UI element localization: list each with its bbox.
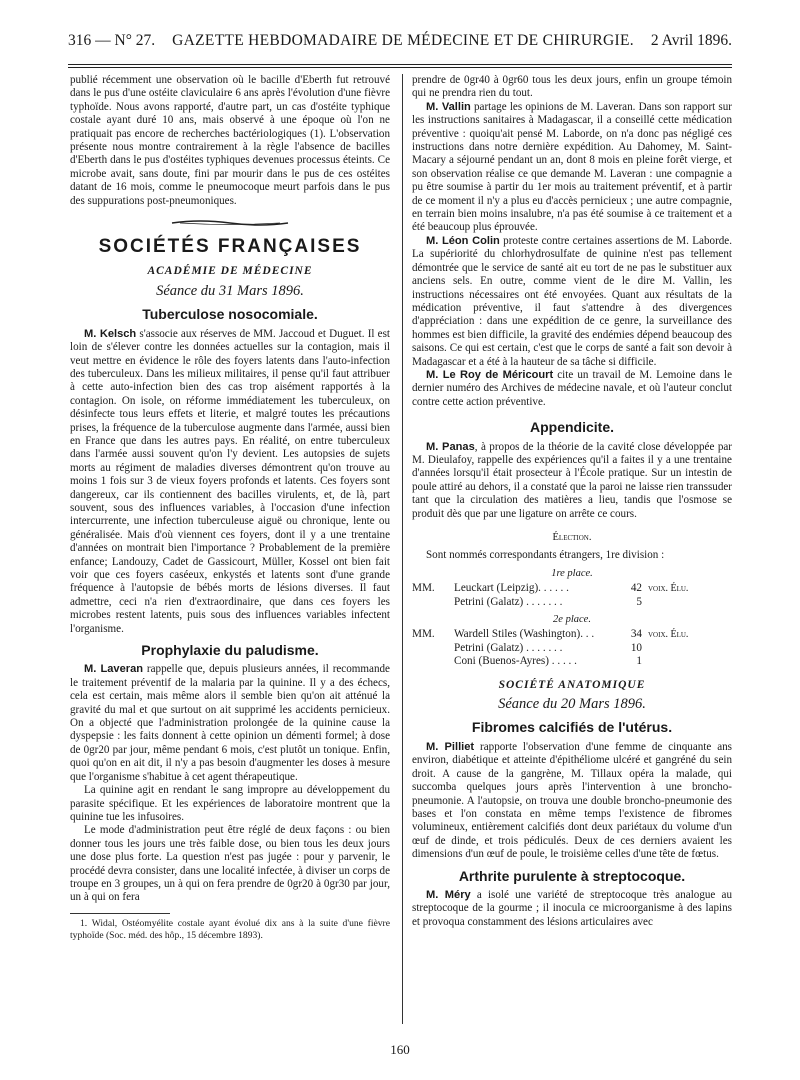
vallin-paragraph — [412, 101, 732, 235]
intro-paragraph: publié récemment une observation où le bacille d'Eberth fut retrouvé dans le pus d'une ostéite claviculaire 6 ans après l'évolution d'une fièvre typhoïde. Nous avons rapporté, d'autre part, un cas d'ostéite typhique costale ayant duré 10 ans, mais observé à une époque où l'on ne pratiquait pas encore de recherches bactériologiques (1). L'observation présente nous montre contrairement à la règle l'absence de bacilles d'Eberth dans le pus d'ostéites typhiques devenues processus éteints. Ce microbe avait, sans doute, fini par mourir dans le pus de ces ostéites datant de 16 mois, comme le pneumocoque meurt parfois dans le pus des suppurations post-pneumoniques. — [70, 74, 390, 207]
laveran-paragraph-2: La quinine agit en rendant le sang impropre au développement du parasite spécifique. Et les expériences de laboratoire montrent que la quinine tue les infusoires. — [70, 784, 390, 823]
laveran-paragraph — [70, 663, 390, 784]
vote-row — [412, 596, 732, 609]
vote-count: 34 — [630, 628, 642, 641]
leroy-text: cite un travail de M. Lemoine dans le dernier numéro des Archives de médecine navale, et où l'auteur conclut contre cette action préventive. — [412, 368, 732, 408]
mery-paragraph — [412, 889, 732, 929]
speaker-leroy: M. Le Roy de Méricourt — [426, 368, 554, 381]
kelsch-paragraph — [70, 328, 390, 636]
header-page-issue: 316 — N° 27. — [68, 32, 156, 49]
vote-candidate: Petrini (Galatz) . . . . . . . — [454, 595, 563, 608]
leroy-paragraph — [412, 369, 732, 409]
running-header — [68, 32, 732, 62]
ornament-divider — [70, 218, 390, 230]
continuation-paragraph: prendre de 0gr40 à 0gr60 tous les deux jours, enfin un groupe témoin qui ne prendra rien du tout. — [412, 74, 732, 100]
election-intro: Sont nommés correspondants étrangers, 1re division : — [426, 549, 665, 562]
vote-status: voix. Élu. — [648, 629, 689, 641]
votes-place-1 — [412, 582, 732, 609]
vote-candidate: Coni (Buenos-Ayres) . . . . . — [454, 655, 577, 668]
panas-text: , à propos de la théorie de la cavité close développée par M. Dieulafoy, rappelle des expériences qu'il a faites il y a une trentaine d'années lorsqu'il était prosecteur à l'École pratique. Sur un intestin de poule attiré au dehors, il a constaté que la paroi ne laisse rien transsuder tant que la circulation des matières a lieu, tandis que l'osmose se produit dès que par une ligature on arrête ce cours. — [412, 440, 732, 520]
vote-prefix: MM. — [412, 628, 435, 641]
vote-row — [412, 655, 732, 668]
vote-candidate: Leuckart (Leipzig). . . . . . — [454, 582, 569, 595]
colin-paragraph — [412, 235, 732, 369]
page — [68, 32, 732, 1062]
journal-title: GAZETTE HEBDOMADAIRE DE MÉDECINE ET DE CHIRURGIE. — [172, 32, 634, 49]
speaker-vallin: M. Vallin — [426, 100, 471, 113]
speaker-kelsch: M. Kelsch — [84, 327, 137, 340]
subhead-arthrite: Arthrite purulente à streptocoque. — [458, 867, 686, 884]
speaker-panas: M. Panas — [426, 440, 475, 453]
vote-count: 42 — [630, 582, 642, 595]
society-heading: SOCIÉTÉ ANATOMIQUE — [498, 678, 646, 691]
mery-text: a isolé une variété de streptocoque très analogue au streptocoque de la gourme ; il inocula ce microorganisme à des lapins et provoqua constamment des lésions articulaires avec — [412, 888, 732, 928]
right-column — [412, 74, 732, 929]
header-rule — [68, 64, 732, 68]
vote-prefix: MM. — [412, 582, 435, 595]
seance-date: Séance du 31 Mars 1896. — [156, 282, 304, 299]
vote-count: 5 — [636, 595, 642, 608]
vote-candidate: Petrini (Galatz) . . . . . . . — [454, 641, 563, 654]
vote-row — [412, 582, 732, 595]
place-1: 1re place. — [551, 567, 593, 579]
header-date: 2 Avril 1896. — [650, 32, 732, 49]
footnote-rule — [70, 913, 170, 914]
pilliet-text: rapporte l'observation d'une femme de cinquante ans environ, diabétique et atteinte d'épithéliome ulcéré et gangréné du sein droit. A cause de la gangrène, M. Tillaux opéra la malade, qui succomba quelques jours après l'intervention à une broncho-pneumonie. A l'autopsie, on trouva une double broncho-pneumonie des bases et l'on constata en même temps l'existence de fibromes volumineux, entièrement calcifiés dont deux pariétaux du volume d'un œuf de dinde, et trois pédiculés. Deux de ces derniers avaient les dimensions d'un œuf de poule, le troisième celles d'une tête de fœtus. — [412, 740, 733, 861]
place-2: 2e place. — [553, 614, 591, 626]
subhead-appendicite: Appendicite. — [529, 419, 614, 436]
columns — [68, 74, 732, 1024]
pilliet-paragraph — [412, 741, 732, 862]
page-number: 160 — [390, 1042, 410, 1057]
subhead-paludisme: Prophylaxie du paludisme. — [141, 642, 319, 659]
academy-heading: ACADÉMIE DE MÉDECINE — [147, 265, 313, 278]
subhead-tuberculose: Tuberculose nosocomiale. — [142, 306, 318, 323]
speaker-mery: M. Méry — [426, 888, 471, 901]
vote-status: voix. Élu. — [648, 583, 689, 595]
vote-count: 1 — [636, 655, 642, 668]
vote-prefix — [412, 642, 454, 655]
footnote: 1. Widal, Ostéomyélite costale ayant évolué dix ans à la suite d'une fièvre typhoïde (Soc. méd. des hôp., 15 décembre 1893). — [70, 917, 390, 941]
vote-prefix — [412, 655, 454, 668]
vote-candidate: Wardell Stiles (Washington). . . — [454, 628, 595, 641]
election-heading: Élection. — [552, 532, 592, 543]
seance-date-2: Séance du 20 Mars 1896. — [498, 696, 646, 713]
vote-prefix — [412, 596, 454, 609]
vote-row — [412, 628, 732, 641]
votes-place-2 — [412, 628, 732, 668]
speaker-laveran: M. Laveran — [84, 663, 144, 676]
kelsch-text: s'associe aux réserves de MM. Jaccoud et Duguet. Il est loin de s'élever contre les données actuelles sur la contagion, mais il veut mettre en évidence le rôle des foyers latents dans l'auto-infection des tuberculeux. Dans les milieux militaires, il pense qu'il faut attribuer à cette auto-infection bien des cas trop aisément rapportés à la contagion. On isole, on réforme immédiatement les tuberculeux, on désinfecte tous leurs effets et literie, et malgré toutes les précautions prises, la fréquence de la tuberculose augmente dans l'armée, aussi bien en France que dans les autres pays. En réalité, on entre tuberculeux dans l'armée aussi souvent qu'on l'y devient. Les autopsies de sujets morts au régiment de maladies diverses démontrent qu'on trouve au moins 1 fois sur 3 de vieux foyers profonds et latents. Ces foyers sont dangereux, car ils contiennent des bacilles virulents, et, de là, part souvent, sous des influences variables, à l'occasion d'une infection intercurrente, une infection tuberculeuse aiguë ou chronique, lente ou généralisée. Mais d'où viennent ces foyers, dont il y a une trentaine d'années on montrait bien l'importance ? Probablement de la première enfance; Landouzy, Cadet de Gassicourt, Müller, Kossel ont bien fait voir que ces foyers caséeux, enkystés et latents sont d'une grande fréquence à l'autopsie de bébés morts de lésions diverses. Il faut admettre, ceci n'a rien d'extraordinaire, que dans ces foyers les microbes restent latents, puis sous des influences variables infectent l'organisme. — [70, 327, 390, 635]
column-divider — [402, 74, 403, 1024]
laveran-paragraph-3: Le mode d'administration peut être réglé de deux façons : ou bien donner tous les jours une très faible dose, ou bien tous les deux jours une dose plus forte. La question n'est pas jugée : pour y parvenir, le procédé devra consister, dans une localité infectée, à diviser un corps de troupe en 3 groupes, un à qui on fera prendre de 0gr20 à 0gr30 par jour, un à qui on fera — [70, 824, 390, 904]
left-column — [70, 74, 390, 942]
vote-count: 10 — [630, 641, 642, 654]
vote-row — [412, 642, 732, 655]
speaker-pilliet: M. Pilliet — [426, 740, 475, 753]
panas-paragraph — [412, 441, 732, 521]
section-title: SOCIÉTÉS FRANÇAISES — [98, 236, 362, 258]
colin-text: proteste contre certaines assertions de M. Laborde. La supériorité du chlorhydrosulfate de quinine n'est pas tellement démontrée que le service de santé ait eu tort de ne pas le substituer aux anciens sels. En outre, comme vient de le dire M. Vallin, les instructions nécessaires ont été envoyées. Quant aux résultats de la médication préventive, il faut s'attendre à des divergences d'appréciation : dans une expédition de ce genre, la surveillance des hommes est bien difficile, la gravité des endémies dépend beaucoup des saisons. Ce qui est certain, c'est que le corps de santé a fait son devoir à Madagascar et a été à la hauteur de sa tâche si difficile. — [412, 234, 733, 368]
laveran-text: rappelle que, depuis plusieurs années, il recommande le traitement préventif de la malaria par la quinine. Il y a des échecs, cela est certain, mais même alors il semble bien qu'on ait atténué la gravité du mal et que surtout on ait supprimé les accidents pernicieux. On a objecté que l'administration prolongée de la quinine cause la dyspepsie : les faits donnent à cette opinion un démenti formel; à dose de 0gr20 par jour, même pendant 6 mois, c'est plutôt un tonique. Enfin, quoi qu'on en ait dit, il n'y a pas besoin d'augmenter les doses à mesure que l'organisme s'habitue à cet agent thérapeutique. — [70, 663, 390, 783]
speaker-colin: M. Léon Colin — [426, 234, 500, 247]
vallin-text: partage les opinions de M. Laveran. Dans son rapport sur les instructions sanitaires à Madagascar, il a conseillé cette médication préventive : quoiqu'ait pensé M. Laborde, on n'a donc pas négligé ces instructions dans notre dernière expédition. Au Dahomey, M. Saint-Macary a séjourné pendant un an, dont 8 mois en pleine forêt vierge, et son observation réalise ce que demande M. Laveran : une compagnie a pu être soumise à partir du 1er mois au traitement préventif, et à partir de ce moment il n'y a plus eu d'accès pernicieux ; une autre compagnie, en terrain bien moins insalubre, n'a pas été soumise à ce traitement et a été beaucoup plus éprouvée. — [412, 100, 732, 234]
subhead-fibromes: Fibromes calcifiés de l'utérus. — [471, 719, 673, 736]
